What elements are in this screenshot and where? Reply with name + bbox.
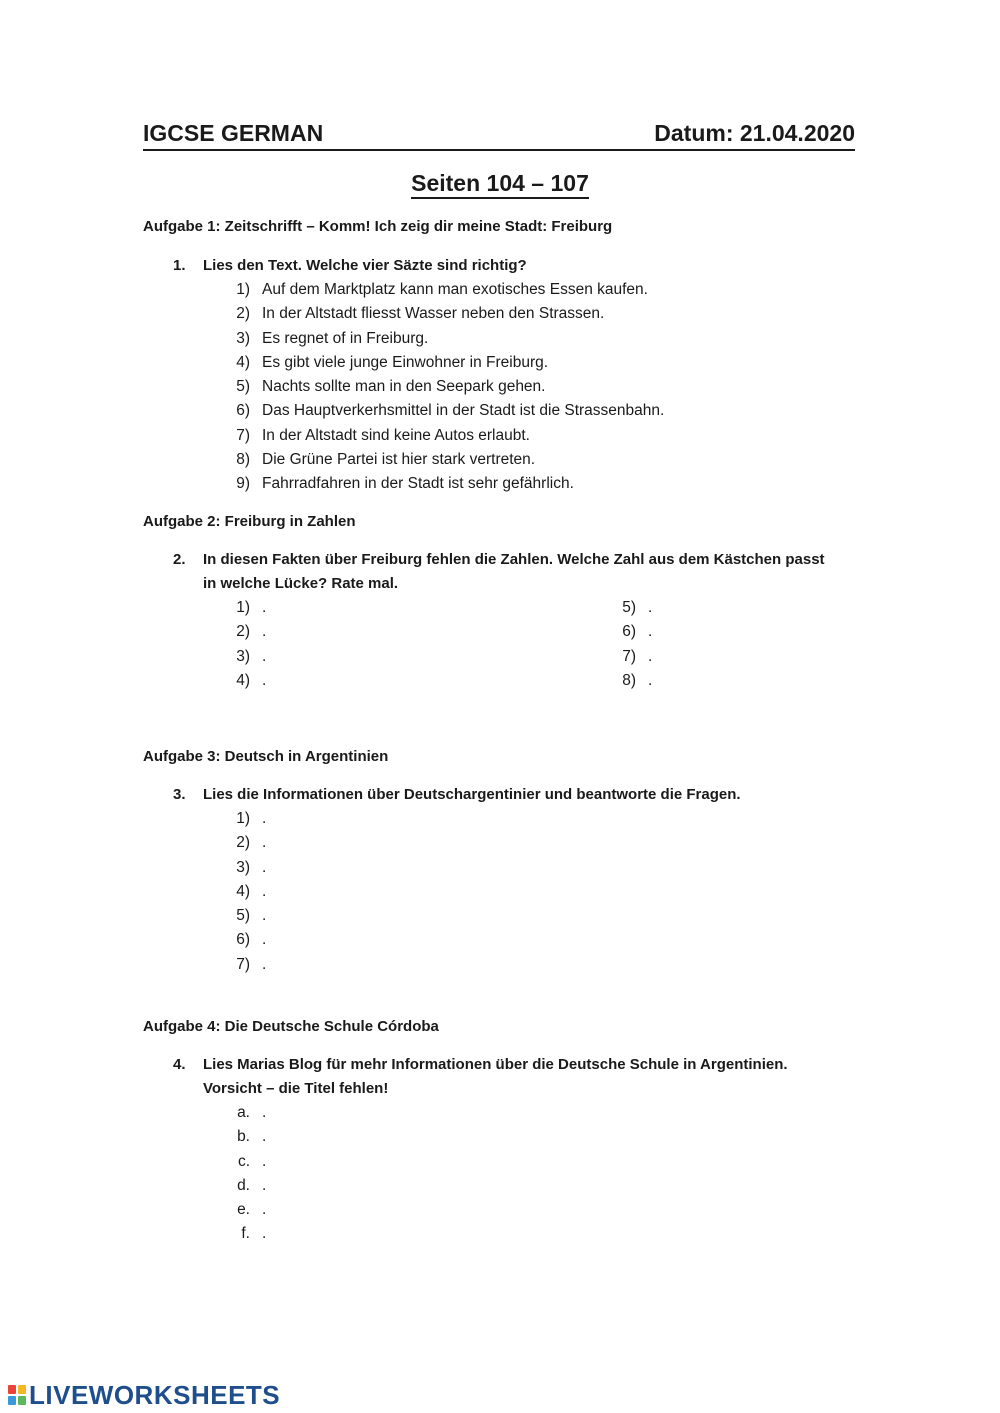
item-text: .: [262, 834, 267, 852]
list-item: [232, 1101, 532, 1125]
aufgabe2-task: [173, 548, 833, 596]
aufgabe4-task: [173, 1053, 833, 1101]
item-text: .: [648, 647, 653, 665]
task-instruction: Lies Marias Blog für mehr Informationen über die Deutsche Schule in Argentinien. Vorsicht – die Titel fehlen!: [203, 1056, 788, 1097]
aufgabe2-gaps-left: [232, 596, 532, 693]
header-bar: [143, 120, 855, 151]
item-marker: 3): [236, 858, 250, 876]
logo-block: [18, 1385, 26, 1394]
item-text: Es regnet of in Freiburg.: [262, 329, 429, 347]
list-item: [232, 645, 532, 669]
item-text: Nachts sollte man in den Seepark gehen.: [262, 378, 546, 396]
list-item: [232, 807, 532, 831]
item-text: .: [262, 907, 267, 925]
item-marker: d.: [237, 1176, 250, 1194]
item-text: .: [262, 1128, 267, 1146]
aufgabe1-statements: [232, 278, 832, 497]
item-text: .: [262, 955, 267, 973]
aufgabe1-task: [173, 254, 833, 278]
item-text: .: [262, 1201, 267, 1219]
item-marker: b.: [237, 1128, 250, 1146]
item-marker: c.: [237, 1152, 250, 1170]
task-instruction: Lies den Text. Welche vier Säzte sind richtig?: [203, 257, 527, 274]
list-item: [232, 880, 532, 904]
item-text: .: [262, 671, 267, 689]
logo-block: [18, 1396, 26, 1405]
item-text: .: [648, 623, 653, 641]
page-subtitle: [0, 170, 1000, 197]
item-text: In der Altstadt fliesst Wasser neben den Strassen.: [262, 305, 605, 323]
item-marker: 3): [236, 647, 250, 665]
item-marker: 3): [236, 329, 250, 347]
item-marker: 2): [236, 623, 250, 641]
item-text: Auf dem Marktplatz kann man exotisches Essen kaufen.: [262, 281, 648, 298]
list-item: [232, 375, 832, 399]
item-marker: 2): [236, 305, 250, 323]
list-item: [618, 620, 818, 644]
aufgabe3-task: [173, 783, 833, 807]
item-marker: 1): [236, 281, 250, 298]
item-text: .: [648, 671, 653, 689]
aufgabe4-titles: [232, 1101, 532, 1247]
item-text: .: [262, 858, 267, 876]
list-item: [232, 399, 832, 423]
list-item: [232, 1198, 532, 1222]
list-item: [232, 1125, 532, 1149]
item-marker: 2): [236, 834, 250, 852]
task-number: 1.: [173, 257, 186, 274]
list-item: [232, 424, 832, 448]
aufgabe3-answers: [232, 807, 532, 977]
item-marker: e.: [237, 1201, 250, 1219]
item-marker: 1): [236, 599, 250, 616]
list-item: [618, 669, 818, 693]
list-item: [618, 596, 818, 620]
aufgabe2-gaps-right: [618, 596, 818, 693]
list-item: [232, 327, 832, 351]
item-text: .: [262, 1152, 267, 1170]
item-marker: 8): [622, 671, 636, 689]
task-number: 3.: [173, 786, 186, 803]
list-item: [232, 448, 832, 472]
course-title: IGCSE GERMAN: [143, 120, 324, 146]
item-marker: 6): [236, 402, 250, 420]
item-text: .: [648, 599, 653, 616]
item-text: .: [262, 623, 267, 641]
item-marker: a.: [237, 1104, 250, 1121]
item-marker: 5): [622, 599, 636, 616]
item-marker: 4): [236, 882, 250, 900]
item-marker: 4): [236, 671, 250, 689]
list-item: [232, 302, 832, 326]
list-item: [232, 904, 532, 928]
list-item: [232, 351, 832, 375]
item-marker: 8): [236, 451, 250, 469]
list-item: [232, 953, 532, 977]
list-item: [232, 472, 832, 496]
item-marker: 5): [236, 378, 250, 396]
list-item: [232, 596, 532, 620]
logo-block: [8, 1385, 16, 1394]
logo-text: LIVEWORKSHEETS: [29, 1379, 281, 1410]
item-marker: 6): [236, 931, 250, 949]
item-text: Das Hauptverkerhsmittel in der Stadt ist die Strassenbahn.: [262, 402, 665, 420]
item-marker: 7): [622, 647, 636, 665]
aufgabe1-title: Aufgabe 1: Zeitschrifft – Komm! Ich zeig dir meine Stadt: Freiburg: [143, 218, 613, 235]
item-text: Die Grüne Partei ist hier stark vertreten.: [262, 451, 536, 469]
logo-block: [8, 1396, 16, 1405]
list-item: [618, 645, 818, 669]
item-marker: 5): [236, 907, 250, 925]
item-text: .: [262, 931, 267, 949]
item-text: .: [262, 1225, 267, 1243]
task-number: 2.: [173, 551, 186, 568]
item-marker: f.: [241, 1225, 250, 1243]
item-marker: 1): [236, 810, 250, 827]
item-text: .: [262, 1176, 267, 1194]
aufgabe4-title: Aufgabe 4: Die Deutsche Schule Córdoba: [143, 1018, 439, 1035]
list-item: [232, 620, 532, 644]
date-label: Datum: 21.04.2020: [654, 120, 855, 146]
task-number: 4.: [173, 1056, 186, 1073]
item-marker: 7): [236, 426, 250, 444]
item-marker: 4): [236, 353, 250, 371]
task-instruction: In diesen Fakten über Freiburg fehlen die Zahlen. Welche Zahl aus dem Kästchen passt in welche Lücke? Rate mal.: [203, 551, 825, 592]
list-item: [232, 669, 532, 693]
item-text: .: [262, 647, 267, 665]
list-item: [232, 1222, 532, 1246]
liveworksheets-logo[interactable]: [8, 1380, 280, 1410]
list-item: [232, 928, 532, 952]
item-marker: 7): [236, 955, 250, 973]
item-text: Es gibt viele junge Einwohner in Freiburg.: [262, 353, 549, 371]
item-text: Fahrradfahren in der Stadt ist sehr gefährlich.: [262, 475, 574, 493]
list-item: [232, 856, 532, 880]
list-item: [232, 278, 832, 302]
item-marker: 9): [236, 475, 250, 493]
item-text: .: [262, 1104, 267, 1121]
aufgabe3-title: Aufgabe 3: Deutsch in Argentinien: [143, 748, 389, 765]
item-text: .: [262, 882, 267, 900]
item-text: .: [262, 599, 267, 616]
item-text: In der Altstadt sind keine Autos erlaubt.: [262, 426, 530, 444]
logo-blocks-icon: [8, 1385, 26, 1405]
list-item: [232, 1174, 532, 1198]
task-instruction: Lies die Informationen über Deutschargentinier und beantworte die Fragen.: [203, 786, 741, 803]
list-item: [232, 831, 532, 855]
aufgabe2-title: Aufgabe 2: Freiburg in Zahlen: [143, 513, 356, 530]
item-marker: 6): [622, 623, 636, 641]
item-text: .: [262, 810, 267, 827]
pages-range: Seiten 104 – 107: [411, 170, 589, 199]
list-item: [232, 1150, 532, 1174]
